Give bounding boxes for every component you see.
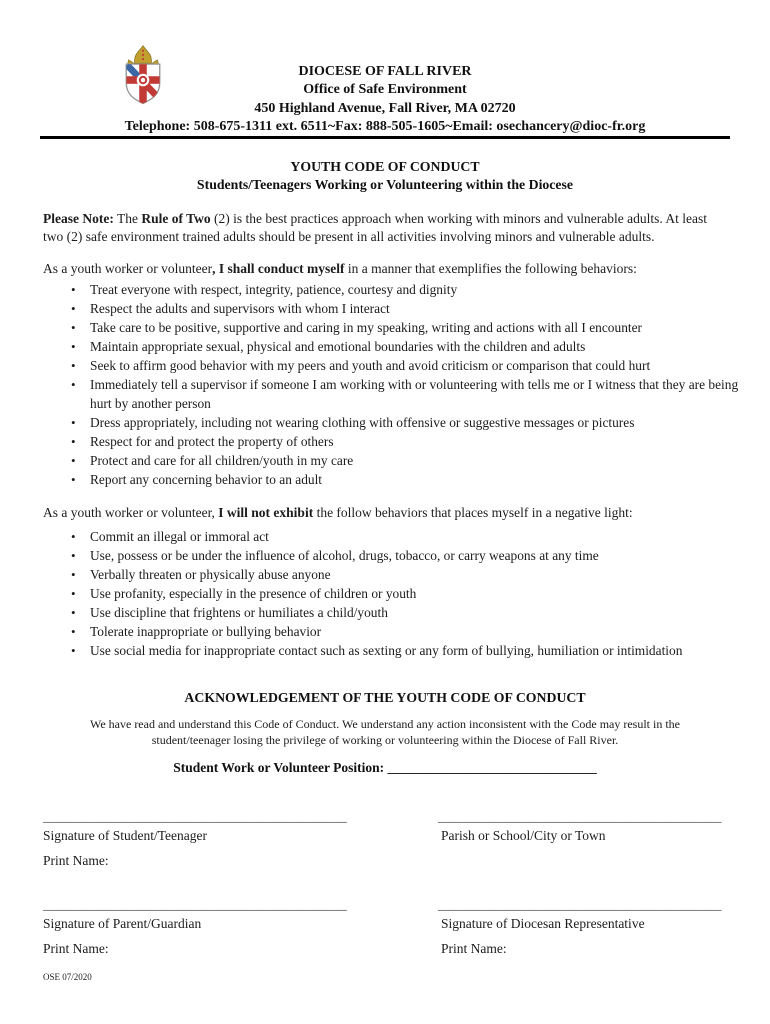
parish-school-line[interactable]: __________________________________________ [438, 809, 722, 824]
list-item: • Take care to be positive, supportive and caring in my speaking, writing and actions with all I encounter [90, 318, 742, 337]
document-version: OSE 07/2020 [43, 972, 92, 982]
position-fill-line[interactable]: _______________________________ [387, 760, 597, 775]
list-item: • Report any concerning behavior to an adult [90, 470, 742, 489]
list-item: • Use, possess or be under the influence of alcohol, drugs, tobacco, or carry weapons at any time [90, 546, 742, 565]
title-line2: Students/Teenagers Working or Volunteering within the Diocese [196, 176, 574, 192]
conduct-intro-post: in a manner that exemplifies the following behaviors: [347, 261, 637, 276]
list-item: • Verbally threaten or physically abuse anyone [90, 565, 742, 584]
list-item: • Use discipline that frightens or humiliates a child/youth [90, 603, 742, 622]
header-divider [40, 136, 730, 139]
note-text-rest: (2) is the best practices approach when working with minors and vulnerable adults. At least two (2) safe environment trained adults should be present in all activities involving minors and vulnerable adults. [43, 211, 707, 244]
diocesan-rep-signature-line[interactable]: __________________________________________ [438, 897, 722, 912]
conduct-intro [43, 260, 730, 278]
parent-signature-line[interactable]: _____________________________________________ [43, 897, 347, 912]
conduct-intro-bold: , I shall conduct myself [212, 261, 348, 276]
prohibited-intro [43, 504, 730, 522]
org-name: DIOCESE OF FALL RIVER [298, 64, 472, 79]
org-address: 450 Highland Avenue, Fall River, MA 02720 [254, 100, 516, 116]
position-label: Student Work or Volunteer Position: [173, 760, 388, 775]
student-signature-line[interactable]: _____________________________________________ [43, 809, 347, 824]
position-row [0, 760, 770, 776]
list-item: • Respect the adults and supervisors with whom I interact [90, 299, 742, 318]
note-text-mid: The [113, 211, 142, 226]
student-print-name-label[interactable]: Print Name: [43, 853, 109, 868]
list-item: • Seek to affirm good behavior with my peers and youth and avoid criticism or comparison that could hurt [90, 356, 742, 375]
list-item: • Use social media for inappropriate contact such as sexting or any form of bullying, humiliation or intimidation [90, 641, 742, 660]
list-item: • Respect for and protect the property of others [90, 432, 742, 451]
conduct-intro-pre: As a youth worker or volunteer [43, 261, 213, 276]
acknowledgement-body: We have read and understand this Code of Conduct. We understand any action inconsistent with the Code may result in the student/teenager losing the privilege of working or volunteering within the Diocese of Fall River. [89, 717, 681, 747]
office-name: Office of Safe Environment [303, 82, 467, 98]
prohibited-intro-pre: As a youth worker or volunteer, [43, 505, 219, 520]
conduct-behavior-list [90, 280, 742, 489]
parent-signature-label: Signature of Parent/Guardian [43, 916, 202, 931]
list-item: • Protect and care for all children/youth in my care [90, 451, 742, 470]
diocesan-rep-print-name-label[interactable]: Print Name: [441, 941, 507, 956]
letterhead [0, 63, 770, 136]
list-item: • Maintain appropriate sexual, physical and emotional boundaries with the children and adults [90, 337, 742, 356]
title-line1: YOUTH CODE OF CONDUCT [290, 159, 480, 174]
acknowledgement-heading: ACKNOWLEDGEMENT OF THE YOUTH CODE OF CONDUCT [184, 690, 586, 705]
prohibited-behavior-list [90, 527, 742, 660]
document-title [0, 158, 770, 193]
list-item: • Immediately tell a supervisor if someone I am working with or volunteering with tells me or I witness that they are being hurt by another person [90, 375, 742, 413]
rule-of-two-label: Rule of Two [141, 211, 211, 226]
parish-school-label: Parish or School/City or Town [441, 828, 606, 843]
parent-print-name-label[interactable]: Print Name: [43, 941, 109, 956]
please-note-label: Please Note: [43, 211, 114, 226]
list-item: • Commit an illegal or immoral act [90, 527, 742, 546]
list-item: • Treat everyone with respect, integrity, patience, courtesy and dignity [90, 280, 742, 299]
diocesan-rep-signature-label: Signature of Diocesan Representative [441, 916, 645, 931]
list-item: • Tolerate inappropriate or bullying behavior [90, 622, 742, 641]
prohibited-intro-bold: I will not exhibit [218, 505, 314, 520]
prohibited-intro-post: the follow behaviors that places myself in a negative light: [313, 505, 633, 520]
please-note-paragraph [43, 210, 730, 245]
list-item: • Dress appropriately, including not wearing clothing with offensive or suggestive messages or pictures [90, 413, 742, 432]
list-item: • Use profanity, especially in the presence of children or youth [90, 584, 742, 603]
org-contact: Telephone: 508-675-1311 ext. 6511~Fax: 888-505-1605~Email: osechancery@dioc-fr.org [124, 118, 646, 134]
student-signature-label: Signature of Student/Teenager [43, 828, 208, 843]
